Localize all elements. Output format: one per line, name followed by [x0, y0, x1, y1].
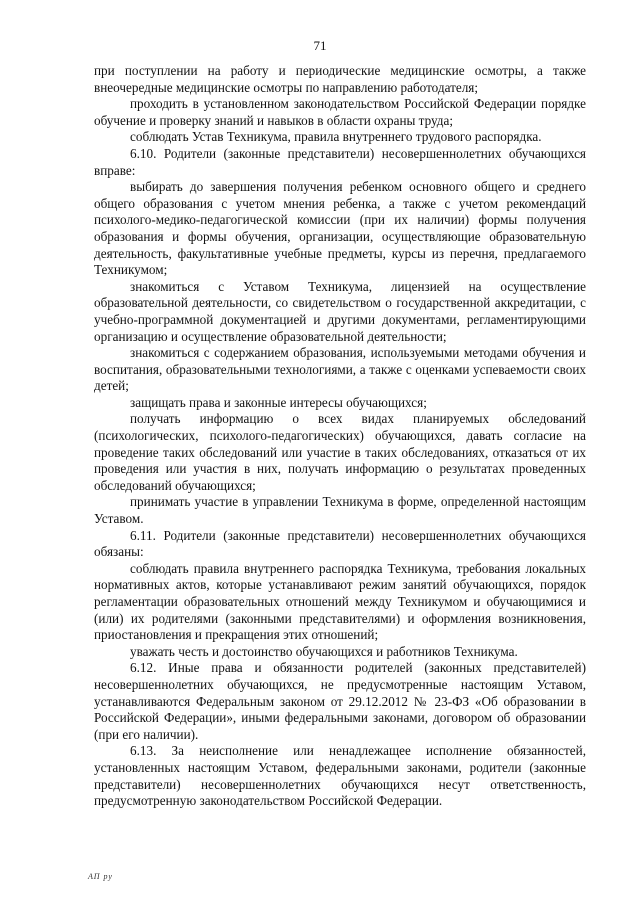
section-6-13-paragraph: 6.13. За неисполнение или ненадлежащее исполнение обязанностей, установленных настоящим Уставом, федеральными законами, родители (законные представители) несовершеннолетних обучающихся несут ответственность, предусмотренную законодательством Российской Федерации.: [94, 743, 586, 809]
document-body: [94, 63, 586, 810]
paragraph-medical-exams: при поступлении на работу и периодические медицинские осмотры, а также внеочередные медицинские осмотры по направлению работодателя;: [94, 63, 586, 95]
paragraph-participate-management: принимать участие в управлении Техникума в форме, определенной настоящим Уставом.: [94, 494, 586, 527]
paragraph-protect-rights: защищать права и законные интересы обучающихся;: [130, 394, 427, 410]
paragraph-observe-rules: соблюдать правила внутреннего распорядка Техникума, требования локальных нормативных актов, которые устанавливают режим занятий обучающихся, порядок регламентации образовательных отношений между Техникумом и обучающимися и (или) их родителями (законными представителями) и оформления возникновения, приостановления и прекращения этих отношений;: [94, 560, 586, 643]
paragraph-respect-dignity: уважать честь и достоинство обучающихся и работников Техникума.: [130, 643, 518, 659]
paragraph-education-content: знакомиться с содержанием образования, используемыми методами обучения и воспитания, образовательными технологиями, а также с оценками успеваемости своих детей;: [94, 345, 586, 394]
paragraph-read-charter-license: знакомиться с Уставом Техникума, лицензией на осуществление образовательной деятельности, со свидетельством о государственной аккредитации, с учебно-программной документацией и другими документами, регламентирующими организацию и осуществление образовательной деятельности;: [94, 278, 586, 344]
paragraph-observe-charter: соблюдать Устав Техникума, правила внутреннего трудового распорядка.: [130, 129, 542, 145]
section-6-11-heading: 6.11. Родители (законные представители) несовершеннолетних обучающихся обязаны:: [94, 527, 586, 560]
paragraph-labor-safety-training: проходить в установленном законодательством Российской Федерации порядке обучение и проверку знаний и навыков в области охраны труда;: [94, 96, 586, 128]
footer-mark: АП ру: [88, 872, 113, 881]
paragraph-examinations-info: получать информацию о всех видах планируемых обследований (психологических, психолого-педагогических) обучающихся, давать согласие на проведение таких обследований или участие в таких обследованиях, отказаться от их проведения или участия в них, получать информацию о результатах проведенных обследований обучающихся;: [94, 411, 586, 493]
section-6-12-paragraph: 6.12. Иные права и обязанности родителей (законных представителей) несовершеннолетних обучающихся, не предусмотренные настоящим Уставом, устанавливаются Федеральным законом от 29.12.2012 № 23-ФЗ «Об образовании в Российской Федерации», иными федеральными законами, договором об образовании (при его наличии).: [94, 660, 586, 742]
paragraph-choose-education-form: выбирать до завершения получения ребенком основного общего и среднего общего образования с учетом мнения ребенка, а также с учетом рекомендаций психолого-медико-педагогической комиссии (при их наличии) формы получения образования и формы обучения, организации, осуществляющие образовательную деятельность, факультативные учебные предметы, курсы из перечня, предлагаемого Техникумом;: [94, 179, 586, 278]
section-6-10-heading: 6.10. Родители (законные представители) несовершеннолетних обучающихся вправе:: [94, 145, 586, 178]
page-number: 71: [313, 38, 327, 53]
